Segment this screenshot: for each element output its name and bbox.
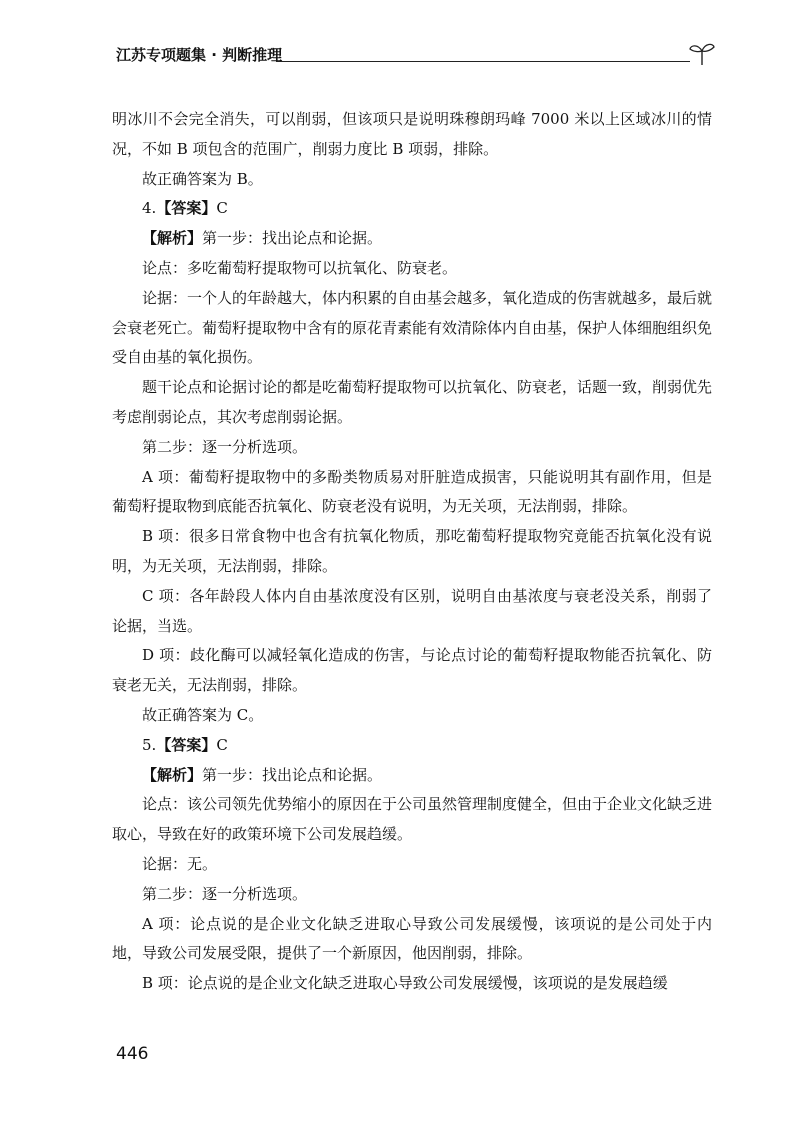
page-number: 446 <box>116 1044 149 1064</box>
paragraph-text: A 项：论点说的是企业文化缺乏进取心导致公司发展缓慢，该项说的是公司处于内地，导致公司发展受限，提供了一个新原因，他因削弱，排除。 <box>112 914 712 963</box>
section-label: 【答案】 <box>156 199 217 218</box>
paragraph <box>112 969 712 999</box>
paragraph-text: B 项：很多日常食物中也含有抗氧化物质，那吃葡萄籽提取物究竟能否抗氧化没有说明，为无关项，无法削弱，排除。 <box>112 527 712 575</box>
paragraph <box>112 850 712 880</box>
paragraph-text: 论据：无。 <box>142 854 218 873</box>
paragraph-text: C <box>216 735 228 754</box>
paragraph <box>112 522 712 582</box>
paragraph-text: 题干论点和论据讨论的都是吃葡萄籽提取物可以抗氧化、防衰老，话题一致，削弱优先考虑削弱论点，其次考虑削弱论据。 <box>112 378 713 426</box>
body-text <box>112 105 712 999</box>
paragraph-text: 第二步：逐一分析选项。 <box>142 437 308 456</box>
paragraph <box>112 433 712 463</box>
paragraph <box>112 463 712 523</box>
paragraph-text: 故正确答案为 B。 <box>142 169 263 188</box>
paragraph <box>112 731 712 761</box>
paragraph-text: A 项：葡萄籽提取物中的多酚类物质易对肝脏造成损害，只能说明其有副作用，但是葡萄籽提取物到底能否抗氧化、防衰老没有说明，为无关项，无法削弱，排除。 <box>112 467 712 516</box>
paragraph <box>112 165 712 195</box>
paragraph <box>112 373 712 433</box>
paragraph <box>112 880 712 910</box>
paragraph <box>112 254 712 284</box>
paragraph-text: C 项：各年龄段人体内自由基浓度没有区别，说明自由基浓度与衰老没关系，削弱了论据，当选。 <box>112 586 712 635</box>
paragraph-text: 论点：该公司领先优势缩小的原因在于公司虽然管理制度健全，但由于企业文化缺乏进取心，导致在好的政策环境下公司发展趋缓。 <box>112 795 713 844</box>
paragraph <box>112 761 712 791</box>
section-label: 【解析】 <box>142 765 203 784</box>
section-label: 【答案】 <box>156 735 217 754</box>
section-label: 【解析】 <box>142 229 203 248</box>
paragraph-text: 第一步：找出论点和论据。 <box>202 765 383 784</box>
paragraph <box>112 910 712 970</box>
paragraph <box>112 105 712 165</box>
paragraph <box>112 641 712 701</box>
paragraph <box>112 582 712 642</box>
paragraph <box>112 284 712 373</box>
question-number: 5. <box>142 735 157 754</box>
paragraph-text: D 项：歧化酶可以减轻氧化造成的伤害，与论点讨论的葡萄籽提取物能否抗氧化、防衰老无关，无法削弱，排除。 <box>112 646 712 695</box>
running-header <box>116 40 716 70</box>
paragraph-text: 故正确答案为 C。 <box>142 705 264 724</box>
paragraph-text: 论点：多吃葡萄籽提取物可以抗氧化、防衰老。 <box>142 258 458 277</box>
paragraph-text: C <box>216 199 228 218</box>
paragraph <box>112 790 712 850</box>
header-rule <box>276 61 690 62</box>
paragraph-text: 第二步：逐一分析选项。 <box>142 884 308 903</box>
paragraph <box>112 194 712 224</box>
sprout-icon <box>688 40 716 66</box>
paragraph-text: 论据：一个人的年龄越大，体内积累的自由基会越多，氧化造成的伤害就越多，最后就会衰老死亡。葡萄籽提取物中含有的原花青素能有效清除体内自由基，保护人体细胞组织免受自由基的氧化损伤。 <box>112 288 713 367</box>
question-number: 4. <box>142 199 157 218</box>
paragraph-text: 第一步：找出论点和论据。 <box>202 229 383 248</box>
paragraph <box>112 701 712 731</box>
paragraph <box>112 224 712 254</box>
paragraph-text: B 项：论点说的是企业文化缺乏进取心导致公司发展缓慢，该项说的是发展趋缓 <box>142 974 668 993</box>
paragraph-text: 明冰川不会完全消失，可以削弱，但该项只是说明珠穆朗玛峰 7000 米以上区域冰川的情况，不如 B 项包含的范围广，削弱力度比 B 项弱，排除。 <box>112 110 712 158</box>
header-title: 江苏专项题集 · 判断推理 <box>116 46 283 64</box>
